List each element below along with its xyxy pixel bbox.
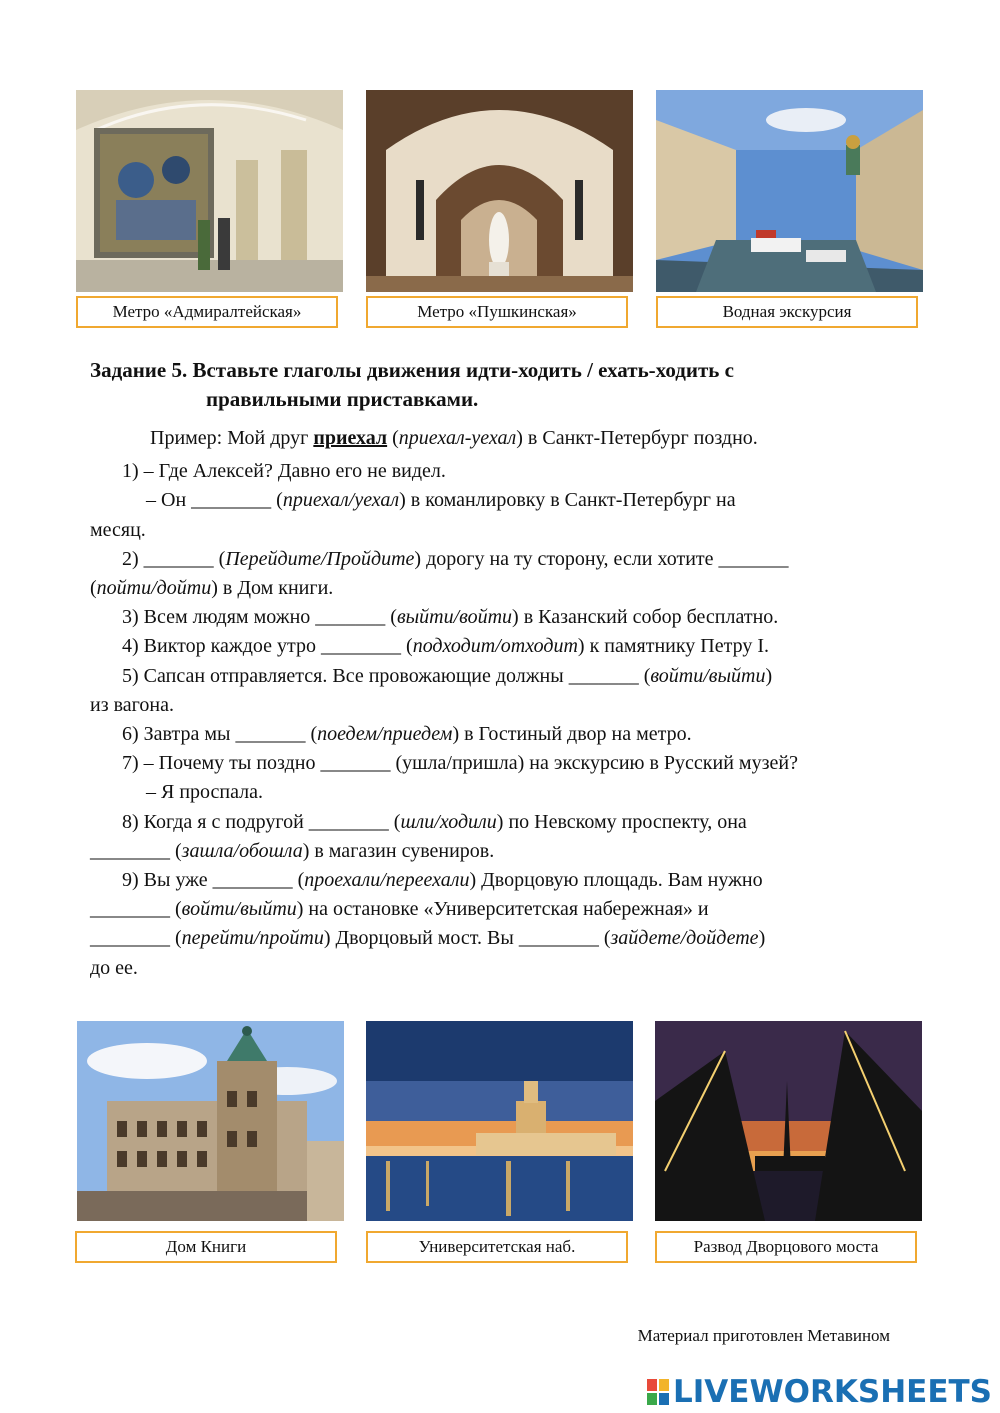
item-8-line-a: 8) Когда я с подругой ________ (шли/ходили) по Невскому проспекту, она (122, 810, 747, 833)
item-2-line-b: (пойти/дойти) в Дом книги. (90, 577, 334, 600)
exercise-text (90, 424, 910, 983)
item-5-line-a: 5) Сапсан отправляется. Все провожающие должны _______ (войти/выйти) (122, 664, 773, 687)
item-5-line-b: из вагона. (90, 693, 174, 716)
item-8-line-b: ________ (зашла/обошла) в магазин сувениров. (90, 839, 495, 862)
caption-palace-bridge: Развод Дворцового моста (655, 1231, 917, 1263)
item-9-line-c: ________ (перейти/пройти) Дворцовый мост. Вы ________ (зайдете/дойдете) (90, 927, 766, 950)
liveworksheets-icon (647, 1379, 669, 1405)
item-1-line-a: 1) – Где Алексей? Давно его не видел. (122, 460, 446, 483)
item-9-line-d: до ее. (90, 956, 138, 979)
item-3: 3) Всем людям можно _______ (выйти/войти) в Казанский собор бесплатно. (122, 606, 779, 629)
photo-metro-pushkinskaya (366, 90, 633, 292)
item-1-line-c: месяц. (90, 518, 146, 541)
photo-metro-admiralteyskaya (76, 90, 343, 292)
item-9-line-b: ________ (войти/выйти) на остановке «Университетская набережная» и (90, 898, 709, 921)
item-7-line-a: 7) – Почему ты поздно _______ (ушла/пришла) на экскурсию в Русский музей? (122, 752, 798, 775)
item-4: 4) Виктор каждое утро ________ (подходит/отходит) к памятнику Петру I. (122, 635, 769, 658)
item-2-line-a: 2) _______ (Перейдите/Пройдите) дорогу на ту сторону, если хотите _______ (122, 547, 789, 570)
item-6: 6) Завтра мы _______ (поедем/приедем) в Гостиный двор на метро. (122, 723, 692, 746)
brand-logo (647, 1374, 992, 1410)
task-title-line1: Задание 5. Вставьте глаголы движения идти-ходить / ехать-ходить с (90, 358, 734, 382)
photo-water-excursion (656, 90, 923, 292)
photo-universitetskaya-nab (366, 1021, 633, 1221)
photo-palace-bridge (655, 1021, 922, 1221)
example-answer: приехал (313, 427, 388, 449)
caption-water-excursion: Водная экскурсия (656, 296, 918, 328)
photo-dom-knigi (77, 1021, 344, 1221)
brand-name: LIVEWORKSHEETS (673, 1374, 992, 1410)
task-title (90, 356, 910, 414)
item-7-line-b: – Я проспала. (146, 781, 264, 804)
caption-dom-knigi: Дом Книги (75, 1231, 337, 1263)
item-1-line-b: – Он ________ (приехал/уехал) в команлировку в Санкт-Петербург на (146, 489, 736, 512)
footer-note: Материал приготовлен Метавином (637, 1326, 890, 1345)
example-line: Пример: Мой друг приехал (приехал-уехал) в Санкт-Петербург поздно. (150, 427, 758, 449)
item-9-line-a: 9) Вы уже ________ (проехали/переехали) Дворцовую площадь. Вам нужно (122, 869, 763, 892)
task-title-line2: правильными приставками. (206, 387, 479, 411)
caption-universitetskaya-nab: Университетская наб. (366, 1231, 628, 1263)
caption-metro-admiralteyskaya: Метро «Адмиралтейская» (76, 296, 338, 328)
caption-metro-pushkinskaya: Метро «Пушкинская» (366, 296, 628, 328)
